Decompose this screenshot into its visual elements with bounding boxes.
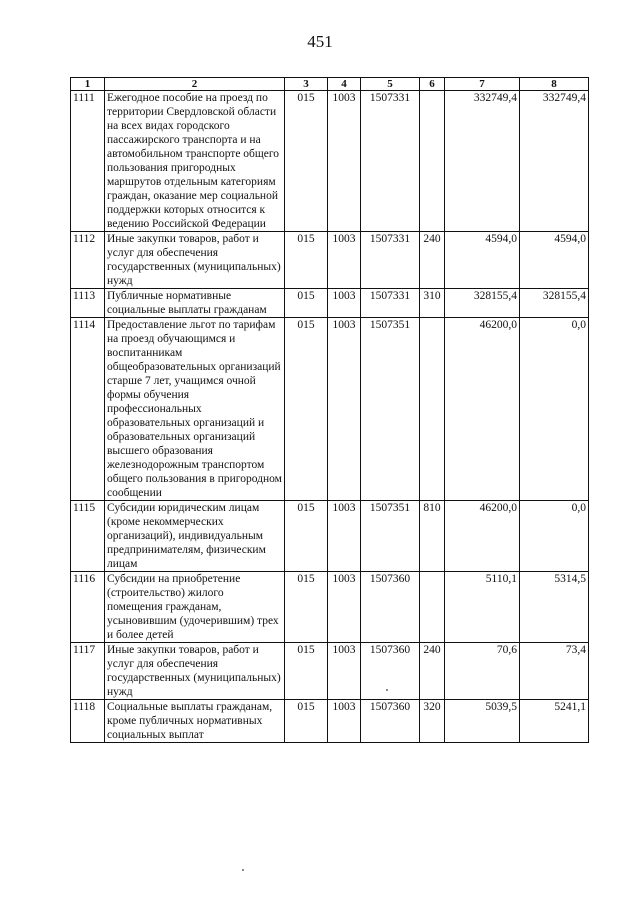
column-header-6: 6 — [420, 78, 445, 91]
row-col4: 1003 — [328, 643, 361, 700]
row-col8: 332749,4 — [520, 91, 589, 232]
row-name: Социальные выплаты гражданам, кроме публичных нормативных социальных выплат — [105, 700, 285, 743]
row-col7: 5039,5 — [445, 700, 520, 743]
row-col7: 328155,4 — [445, 289, 520, 318]
column-header-1: 1 — [71, 78, 105, 91]
table-row — [71, 700, 589, 743]
row-name: Иные закупки товаров, работ и услуг для обеспечения государственных (муниципальных) нужд — [105, 643, 285, 700]
budget-table — [70, 77, 589, 743]
row-col7: 70,6 — [445, 643, 520, 700]
row-number: 1117 — [71, 643, 105, 700]
row-col6 — [420, 572, 445, 643]
row-col7: 46200,0 — [445, 501, 520, 572]
row-col6 — [420, 91, 445, 232]
row-col4: 1003 — [328, 501, 361, 572]
row-col3: 015 — [285, 700, 328, 743]
row-col8: 5241,1 — [520, 700, 589, 743]
row-col4: 1003 — [328, 232, 361, 289]
row-col5: 1507331 — [361, 289, 420, 318]
column-header-5: 5 — [361, 78, 420, 91]
row-number: 1118 — [71, 700, 105, 743]
table-row — [71, 289, 589, 318]
row-number: 1114 — [71, 318, 105, 501]
row-col8: 328155,4 — [520, 289, 589, 318]
table-row — [71, 643, 589, 700]
row-col5: 1507360 — [361, 572, 420, 643]
row-col7: 5110,1 — [445, 572, 520, 643]
row-col3: 015 — [285, 501, 328, 572]
row-number: 1115 — [71, 501, 105, 572]
row-number: 1113 — [71, 289, 105, 318]
scan-speck — [242, 869, 244, 871]
column-header-4: 4 — [328, 78, 361, 91]
row-col6: 310 — [420, 289, 445, 318]
row-col7: 332749,4 — [445, 91, 520, 232]
row-col3: 015 — [285, 289, 328, 318]
row-col4: 1003 — [328, 289, 361, 318]
row-col5: 1507360 — [361, 700, 420, 743]
row-col3: 015 — [285, 643, 328, 700]
row-col8: 73,4 — [520, 643, 589, 700]
column-header-8: 8 — [520, 78, 589, 91]
row-name: Субсидии юридическим лицам (кроме некоммерческих организаций), индивидуальным предпринимателям, физическим лицам — [105, 501, 285, 572]
row-number: 1111 — [71, 91, 105, 232]
row-col5: 1507351 — [361, 501, 420, 572]
scan-speck — [386, 689, 388, 691]
row-name: Субсидии на приобретение (строительство) жилого помещения гражданам, усыновившим (удочерившим) трех и более детей — [105, 572, 285, 643]
row-col5: 1507351 — [361, 318, 420, 501]
table-header-row — [71, 78, 589, 91]
table-row — [71, 91, 589, 232]
row-col8: 0,0 — [520, 318, 589, 501]
row-col3: 015 — [285, 91, 328, 232]
row-number: 1112 — [71, 232, 105, 289]
row-col5: 1507331 — [361, 91, 420, 232]
table-row — [71, 501, 589, 572]
row-col8: 0,0 — [520, 501, 589, 572]
row-col8: 4594,0 — [520, 232, 589, 289]
row-name: Публичные нормативные социальные выплаты гражданам — [105, 289, 285, 318]
column-header-7: 7 — [445, 78, 520, 91]
row-col4: 1003 — [328, 700, 361, 743]
row-col6: 320 — [420, 700, 445, 743]
row-col6: 240 — [420, 643, 445, 700]
row-name: Иные закупки товаров, работ и услуг для обеспечения государственных (муниципальных) нужд — [105, 232, 285, 289]
page-number: 451 — [307, 32, 333, 51]
row-col4: 1003 — [328, 572, 361, 643]
table-row — [71, 318, 589, 501]
row-col5: 1507331 — [361, 232, 420, 289]
table-row — [71, 232, 589, 289]
row-col7: 4594,0 — [445, 232, 520, 289]
row-col3: 015 — [285, 232, 328, 289]
row-number: 1116 — [71, 572, 105, 643]
column-header-2: 2 — [105, 78, 285, 91]
row-name: Предоставление льгот по тарифам на проезд обучающимся и воспитанникам общеобразовательных организаций старше 7 лет, учащимся очной формы обучения профессиональных образовательных организаций и образовательных организаций высшего образования железнодорожным транспортом общего пользования в пригородном сообщении — [105, 318, 285, 501]
row-name: Ежегодное пособие на проезд по территории Свердловской области на всех видах городского пассажирского транспорта и на автомобильном транспорте общего пользования пригородных маршрутов отдельным категориям граждан, оказание мер социальной поддержки которых относится к ведению Российской Федерации — [105, 91, 285, 232]
row-col8: 5314,5 — [520, 572, 589, 643]
row-col4: 1003 — [328, 91, 361, 232]
row-col3: 015 — [285, 572, 328, 643]
column-header-3: 3 — [285, 78, 328, 91]
row-col6: 240 — [420, 232, 445, 289]
table-row — [71, 572, 589, 643]
row-col4: 1003 — [328, 318, 361, 501]
row-col3: 015 — [285, 318, 328, 501]
row-col5: 1507360 — [361, 643, 420, 700]
row-col6: 810 — [420, 501, 445, 572]
row-col7: 46200,0 — [445, 318, 520, 501]
row-col6 — [420, 318, 445, 501]
